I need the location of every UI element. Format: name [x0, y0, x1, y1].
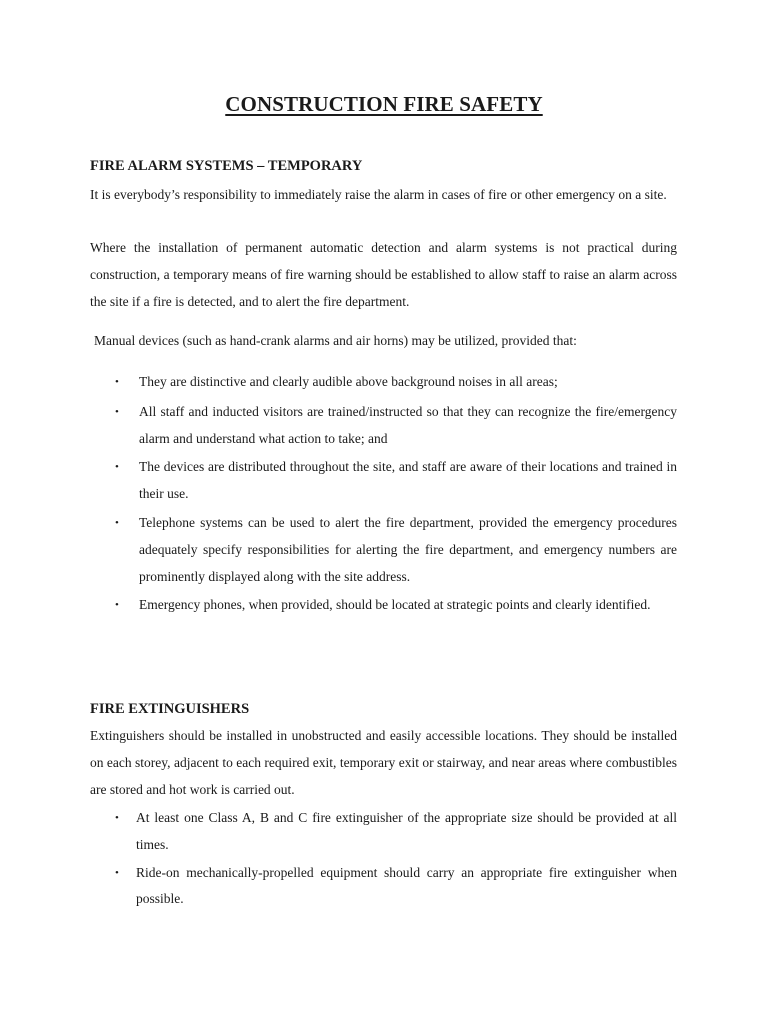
paragraph-responsibility: It is everybody’s responsibility to immediately raise the alarm in cases of fire or other emergency on a site. — [90, 187, 667, 202]
list-item — [115, 805, 677, 859]
list-item — [115, 399, 677, 453]
list-item-text: Telephone systems can be used to alert the fire department, provided the emergency procedures adequately specify responsibilities for alerting the fire department, and emergency numbers are prominently displayed along with the site address. — [139, 514, 677, 584]
list-item — [115, 369, 677, 396]
list-item — [115, 592, 677, 619]
extinguisher-bullet-list — [115, 805, 677, 913]
fire-alarm-bullet-list — [115, 369, 677, 619]
document-title: CONSTRUCTION FIRE SAFETY — [225, 92, 543, 116]
bullet-icon: • — [115, 812, 119, 824]
bullet-icon: • — [115, 516, 119, 529]
bullet-icon: • — [115, 405, 119, 418]
paragraph-extinguisher-locations: Extinguishers should be installed in unobstructed and easily accessible locations. They should be installed on each storey, adjacent to each required exit, temporary exit or stairway, and near areas where combustibles are stored and hot work is carried out. — [90, 728, 677, 797]
bullet-icon: • — [115, 461, 119, 474]
bullet-icon: • — [115, 866, 119, 879]
section-heading-fire-alarm: FIRE ALARM SYSTEMS – TEMPORARY — [90, 158, 363, 174]
paragraph-manual-devices: Manual devices (such as hand-crank alarms and air horns) may be utilized, provided that: — [94, 333, 577, 348]
list-item — [115, 510, 677, 590]
list-item-text: The devices are distributed throughout the site, and staff are aware of their locations and trained in their use. — [139, 459, 677, 502]
list-item-text: They are distinctive and clearly audible above background noises in all areas; — [139, 374, 558, 389]
list-item — [115, 454, 677, 508]
list-item-text: Ride-on mechanically-propelled equipment should carry an appropriate fire extinguisher when possible. — [136, 864, 677, 907]
bullet-icon: • — [115, 376, 119, 388]
list-item-text: All staff and inducted visitors are trained/instructed so that they can recognize the fire/emergency alarm and understand what action to take; and — [139, 403, 677, 446]
list-item — [115, 860, 677, 914]
section-heading-fire-extinguishers: FIRE EXTINGUISHERS — [90, 701, 250, 717]
list-item-text: Emergency phones, when provided, should be located at strategic points and clearly identified. — [139, 597, 651, 613]
bullet-icon: • — [115, 599, 119, 612]
list-item-text: At least one Class A, B and C fire extinguisher of the appropriate size should be provided at all times. — [136, 810, 677, 852]
paragraph-temporary-warning: Where the installation of permanent automatic detection and alarm systems is not practical during construction, a temporary means of fire warning should be established to allow staff to raise an alarm across the site if a fire is detected, and to alert the fire department. — [90, 240, 677, 309]
